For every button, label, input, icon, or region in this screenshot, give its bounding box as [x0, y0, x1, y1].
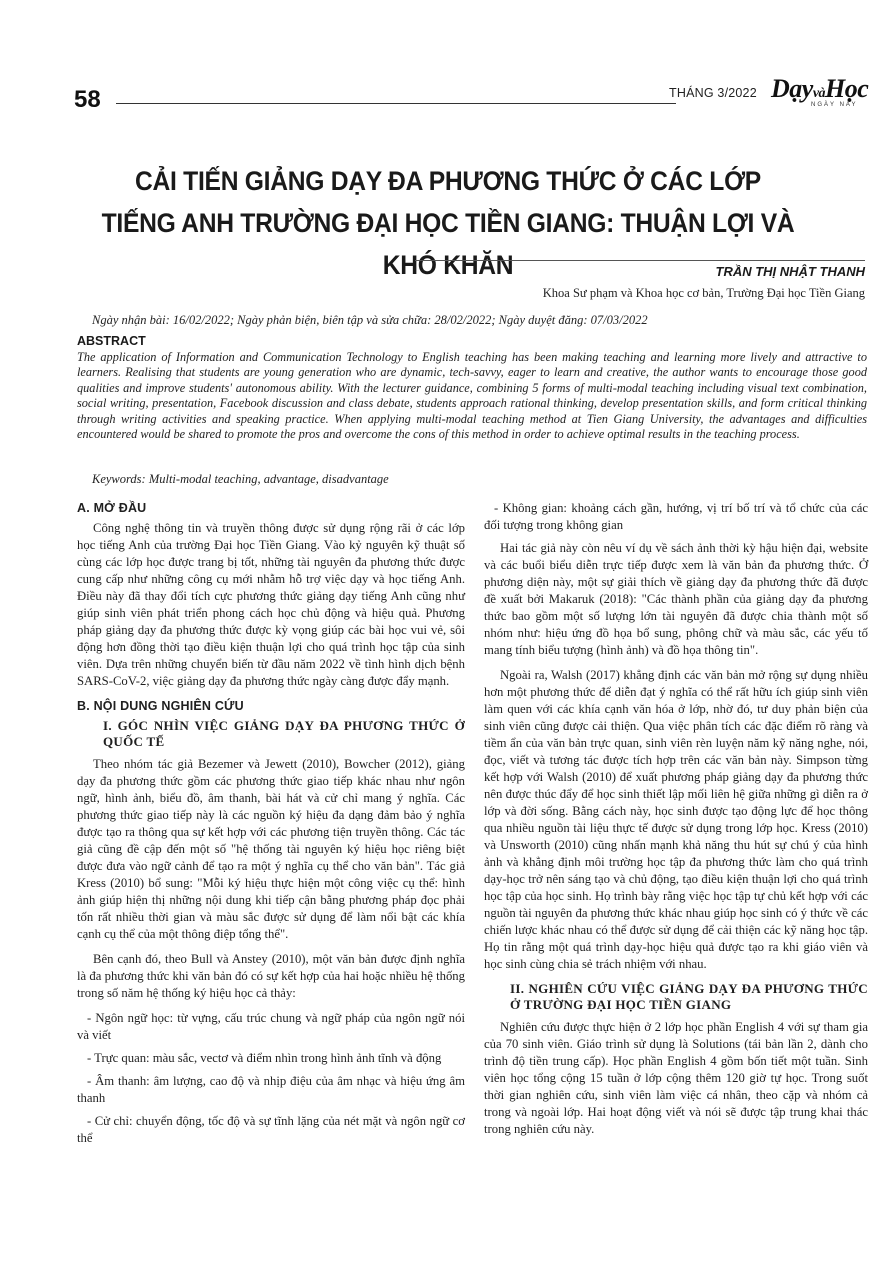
section-a-paragraph: Công nghệ thông tin và truyền thông được sử dụng rộng rãi ở các lớp học tiếng Anh của trường Đại học Tiền Giang. Vào kỷ nguyên kỹ thuật số cùng các lớp học được trang bị tốt, những tài nguyên đa phương thức được cung cấp như những công cụ mới nhằm hỗ trợ việc dạy và học tiếng Anh. Điều này đã thay đổi tích cực phương thức giảng dạy tiếng Anh cũng như giúp sinh viên phát triển phong cách học chủ động và hiệu quả. Phương pháp giảng dạy đa phương thức được kỳ vọng giúp các bài học vui vẻ, sôi động hơn đồng thời tạo điều kiện thuận lợi cho quá trình học tập của sinh viên. Dựa trên những chuyển biến từ đầu năm 2022 về tình hình dịch bệnh SARS-CoV-2, việc giảng dạy đa phương thức ngày càng được đẩy mạnh.	[77, 521, 465, 688]
magazine-logo	[771, 76, 868, 102]
left-column	[77, 500, 465, 1153]
header-rule	[116, 103, 676, 104]
list-item: - Ngôn ngữ học: từ vựng, cấu trúc chung và ngữ pháp của ngôn ngữ nói và viết	[77, 1011, 465, 1042]
right-paragraph-3: Nghiên cứu được thực hiện ở 2 lớp học phần English 4 với sự tham gia của 70 sinh viên. Giáo trình sử dụng là Solutions (tái bản lần 2, dành cho trình độ tiền trung cấp). Học phần English 4 gồm bốn tiết một tuần. Sinh viên học tổng cộng 15 tuần ở lớp cộng thêm 120 giờ tự học. Trong suốt thời gian nghiên cứu, sinh viên làm việc cá nhân, theo cặp và nhóm cả trong và ngoài lớp. Hai hoạt động viết và nói sẽ được tập trung khai thác trong nghiên cứu này.	[484, 1020, 868, 1136]
abstract-heading: ABSTRACT	[77, 334, 146, 348]
abstract-body: The application of Information and Communication Technology to English teaching has been making teaching and learning more lively and attractive to learners. Realising that students are young generation who are dynamic, tech-savvy, eager to learn and creative, the author wants to encourage those good qualities and improve students' autonomous ability. With the lecturer guidance, combining 5 forms of multi-modal teaching including visual text combination, social writing, presentation, Facebook discussion and class debate, students approach rational thinking, develop presentation skills, and form critical thinking through writing activities and speaking practice. When applying multi-modal teaching method at Tien Giang University, the advantages and difficulties encountered would be shared to promote the pros and overcome the cons of this method in order to achieve optimal results in the teaching process.	[77, 350, 867, 442]
list-item: - Cử chỉ: chuyển động, tốc độ và sự tĩnh lặng của nét mặt và ngôn ngữ cơ thể	[77, 1114, 465, 1145]
magazine-subtitle: NGÀY NAY	[811, 102, 858, 108]
title-rule	[415, 260, 865, 261]
list-item: - Âm thanh: âm lượng, cao độ và nhịp điệu của âm nhạc và hiệu ứng âm thanh	[77, 1074, 465, 1105]
author-name: TRẦN THỊ NHẬT THANH	[715, 264, 865, 279]
right-paragraph-2: Ngoài ra, Walsh (2017) khẳng định các văn bản mở rộng sự dụng nhiều hơn một phương thức để diễn đạt ý nghĩa có thể rất hữu ích giúp sinh viên làm quen với các khía cạnh văn hóa ở lớp, nhờ đó, tư duy phản biện của sinh viên cũng được cải thiện. Qua việc phân tích các đặc điểm rõ ràng và tiềm ẩn của văn bản trực quan, sinh viên rèn luyện năm kỹ năng nghe, nói, đọc, viết và tương tác được tích hợp trên các văn bản này. Simpson từng kết hợp với Walsh (2010) để xuất phương pháp giảng dạy đa phương thức nên được thúc đẩy để học sinh thiết lập mối liên hệ giữa những gì diễn ra ở lớp và đời sống. Bằng cách này, học sinh được tạo động lực để học thông qua nhiều nguồn tài liệu thực tế được sử dụng trong lớp học. Kress (2010) và Unsworth (2010) cũng nhấn mạnh khả năng thu hút sự chú ý của hình ảnh và khẳng định môi trường học tập đa phương thức làm cho quá trình dạy-học trở nên sáng tạo và chủ động, tạo điều kiện thuận lợi cho quá trình học tập của học sinh. Họ trình bày rằng việc học tập tự chủ kết hợp với các nguồn tài nguyên đa phương thức khác nhau giúp học sinh có ý thức về các chiến lược khác nhau có thể được sử dụng để cải thiện các kỹ năng học tập. Họ tin rằng một quá trình dạy-học hiệu quả được tạo ra khi giáo viên và học sinh cùng chia sẻ trách nhiệm với nhau.	[484, 668, 868, 971]
article-title: CẢI TIẾN GIẢNG DẠY ĐA PHƯƠNG THỨC Ở CÁC LỚP TIẾNG ANH TRƯỜNG ĐẠI HỌC TIỀN GIANG: THUẬN LỢI VÀ KHÓ KHĂN	[101, 166, 795, 280]
subsection-2-heading: II. NGHIÊN CỨU VIỆC GIẢNG DẠY ĐA PHƯƠNG THỨC Ở TRƯỜNG ĐẠI HỌC TIỀN GIANG	[510, 981, 868, 1012]
section-b-heading: B. NỘI DUNG NGHIÊN CỨU	[77, 699, 244, 713]
keywords: Keywords: Multi-modal teaching, advantage, disadvantage	[92, 472, 389, 486]
magazine-logo-part-1: Dạy	[771, 74, 813, 103]
list-item: - Trực quan: màu sắc, vectơ và điểm nhìn trong hình ảnh tĩnh và động	[87, 1051, 442, 1065]
right-paragraph-1: Hai tác giả này còn nêu ví dụ về sách ảnh thời kỳ hậu hiện đại, website và các buổi biểu diễn trực tiếp được xem là văn bản đa phương thức. Ở phương diện này, một sự giải thích về giảng dạy đa phương thức đã được đề xuất bởi Makaruk (2018): "Các thành phần của giảng dạy đa phương thức bao gồm một số lượng lớn tài nguyên đã được chia thành một số nhóm như: hiệu ứng đồ họa bổ sung, phông chữ và màu sắc, các yếu tố mang tính biểu tượng (hình ảnh) và đồ họa thông tin".	[484, 541, 868, 657]
subsection-1-paragraph-2: Bên cạnh đó, theo Bull và Anstey (2010), một văn bản được định nghĩa là đa phương thức khi văn bản đó có sự kết hợp của hai hoặc nhiều hệ thống trong số năm hệ thống ký hiệu học cả thảy:	[77, 952, 465, 1000]
magazine-logo-part-3: Học	[825, 74, 869, 103]
section-a-heading: A. MỞ ĐẦU	[77, 501, 147, 515]
issue-date: THÁNG 3/2022	[669, 86, 757, 100]
magazine-logo-part-2: và	[812, 86, 826, 101]
right-column	[484, 500, 868, 1146]
author-affiliation: Khoa Sư phạm và Khoa học cơ bản, Trường Đại học Tiền Giang	[542, 286, 865, 300]
article-dates: Ngày nhận bài: 16/02/2022; Ngày phản biện, biên tập và sửa chữa: 28/02/2022; Ngày duyệt đăng: 07/03/2022	[92, 313, 648, 327]
page-number: 58	[74, 86, 101, 113]
list-item: - Không gian: khoảng cách gần, hướng, vị trí bố trí và tổ chức của các đối tượng trong không gian	[484, 501, 868, 532]
subsection-1-heading: I. GÓC NHÌN VIỆC GIẢNG DẠY ĐA PHƯƠNG THỨC Ở QUỐC TẾ	[103, 718, 465, 749]
subsection-1-paragraph-1: Theo nhóm tác giả Bezemer và Jewett (2010), Bowcher (2012), giảng dạy đa phương thức gồm các phương thức giao tiếp khác nhau như ngôn ngữ, hình ảnh, biểu đồ, âm thanh, bài hát và cử chỉ mang ý nghĩa. Các phương thức giao tiếp này là các nguồn ký hiệu đa dạng đảm bảo ý nghĩa được tạo ra thông qua sự kết hợp với các phương tiện truyền thông. Các tác giả cũng đề cập đến một số "hệ thống tài nguyên ký hiệu học riêng biệt được đưa vào ngữ cảnh để tạo ra một ý nghĩa cụ thể cho văn bản". Tác giả Kress (2010) bổ sung: "Mỗi ký hiệu thực hiện một công việc cụ thể: hình ảnh giúp hiện thị những nội dung khi tiếp cận bằng phương pháp đọc phải tốn rất nhiều thời gian và màu sắc được sử dụng để làm nổi bật các khía cạnh cụ thể của một thông điệp tổng thể".	[77, 757, 465, 941]
